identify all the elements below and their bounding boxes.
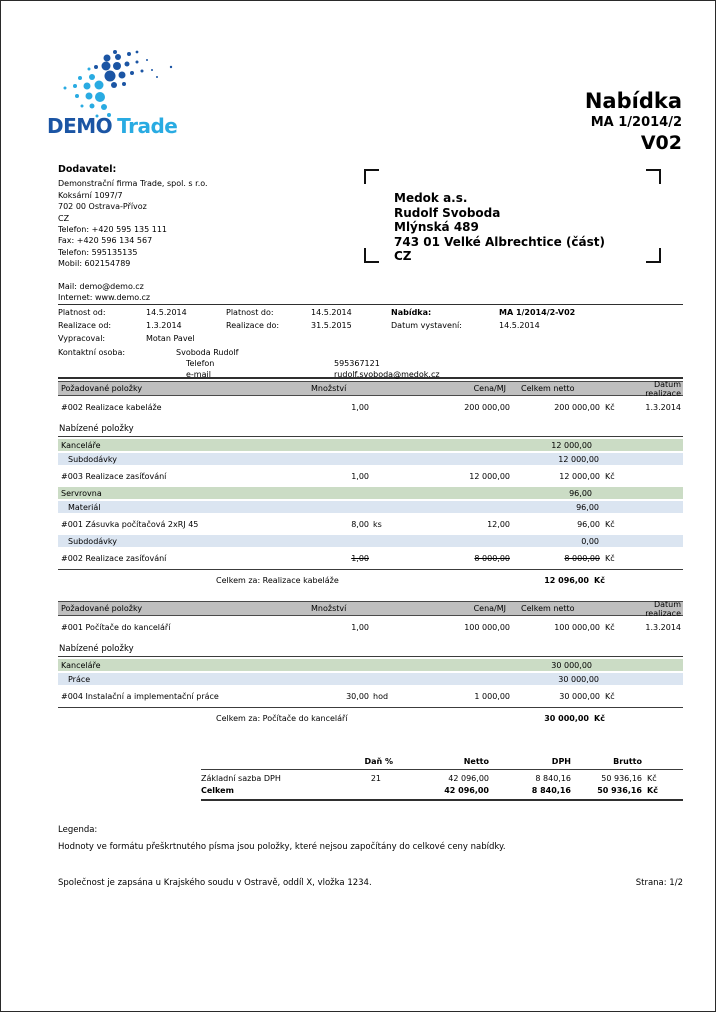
items-table-2 [58, 601, 683, 725]
footer-registration-text: Společnost je zapsána u Krajského soudu v Ostravě, oddíl X, vložka 1234. [58, 878, 372, 888]
col-header-quantity: Množství [311, 604, 347, 613]
group-row [58, 659, 683, 671]
summary-dph: 8 840,16 [535, 773, 571, 783]
summary-currency: Kč [647, 773, 657, 783]
logo-trade-text: Trade [117, 114, 178, 138]
validity-from-label: Platnost od: [58, 308, 106, 317]
customer-address-line: Mlýnská 489 [394, 220, 479, 235]
offered-items-section-label [58, 642, 683, 657]
document-type-title: Nabídka [584, 89, 682, 113]
col-header-netto: Netto [463, 756, 489, 766]
col-header-total-net: Celkem netto [521, 384, 575, 393]
page-footer [58, 878, 683, 888]
item-quantity: 1,00 [351, 402, 369, 412]
col-header-unit-price: Cena/MJ [473, 604, 506, 613]
supplier-line: Telefon: 595135135 [58, 247, 138, 257]
items-table-header [58, 381, 683, 396]
legend-heading: Legenda: [58, 825, 98, 835]
group-row [58, 439, 683, 451]
col-header-tax-percent: Daň % [364, 756, 393, 766]
summary-row-label: Celkem [201, 786, 234, 795]
group-name: Kanceláře [61, 440, 101, 450]
contact-email-label: e-mail [186, 370, 211, 379]
group-row [58, 487, 683, 499]
customer-address-line: CZ [394, 249, 412, 264]
summary-dph: 8 840,16 [531, 786, 571, 795]
group-netto: 0,00 [581, 536, 599, 546]
subtotal-label: Celkem za: Počítače do kanceláří [216, 714, 348, 723]
summary-row [201, 772, 683, 784]
col-header-realization-date: Datum realizace [645, 599, 681, 618]
item-unit: hod [373, 691, 389, 701]
validity-to-label: Platnost do: [226, 308, 274, 317]
item-row [58, 470, 683, 482]
contact-phone-label: Telefon [186, 359, 215, 368]
item-name: #001 Zásuvka počítačová 2xRJ 45 [61, 519, 199, 529]
group-name: Servrovna [61, 488, 102, 498]
issue-date-label: Datum vystavení: [391, 321, 462, 330]
item-unit-price: 100 000,00 [464, 622, 510, 632]
contact-person-value: Svoboda Rudolf [176, 348, 239, 357]
realization-to-label: Realizace do: [226, 321, 280, 330]
item-currency: Kč [605, 553, 615, 563]
realization-from-value: 1.3.2014 [146, 321, 182, 330]
subgroup-row [58, 453, 683, 465]
window-corner-top-right [646, 169, 661, 184]
item-total-net: 200 000,00 [554, 402, 600, 412]
item-quantity: 1,00 [351, 471, 369, 481]
item-currency: Kč [605, 519, 615, 529]
legend-block [58, 825, 683, 852]
summary-currency: Kč [647, 786, 658, 795]
subgroup-row [58, 501, 683, 513]
supplier-mail: Mail: demo@demo.cz [58, 281, 144, 291]
summary-tax-percent: 21 [370, 773, 381, 783]
customer-address-line: Medok a.s. [394, 191, 468, 205]
col-header-requested-items: Požadované položky [61, 384, 143, 393]
items-table-body [58, 621, 683, 725]
items-table-body [58, 401, 683, 587]
contact-phone-value: 595367121 [334, 359, 380, 368]
item-unit-price: 1 000,00 [474, 691, 510, 701]
item-row [58, 621, 683, 633]
summary-row-label: Základní sazba DPH [201, 773, 281, 783]
realization-from-label: Realizace od: [58, 321, 112, 330]
item-unit-price: 200 000,00 [464, 402, 510, 412]
realization-to-value: 31.5.2015 [311, 321, 352, 330]
item-quantity: 30,00 [346, 691, 369, 701]
supplier-line: Fax: +420 596 134 567 [58, 236, 153, 246]
logo-wordmark [47, 114, 177, 138]
group-netto: 12 000,00 [551, 440, 592, 450]
tax-summary-body [201, 770, 683, 801]
group-name: Subdodávky [68, 454, 117, 464]
subtotal-currency: Kč [594, 714, 605, 723]
item-unit-price: 8 000,00 [474, 553, 510, 563]
items-table-1 [58, 381, 683, 587]
group-netto: 96,00 [569, 488, 592, 498]
item-name: #002 Realizace zasíťování [61, 553, 167, 563]
item-currency: Kč [605, 622, 615, 632]
col-header-dph: DPH [551, 756, 571, 766]
item-total-net: 30 000,00 [559, 691, 600, 701]
section-label-text: Nabízené položky [59, 644, 134, 654]
supplier-lines [58, 178, 208, 269]
document-meta [58, 306, 683, 378]
col-header-total-net: Celkem netto [521, 604, 575, 613]
supplier-line: Demonstrační firma Trade, spol. s r.o. [58, 179, 208, 189]
group-netto: 30 000,00 [551, 660, 592, 670]
item-row [58, 518, 683, 530]
item-name: #002 Realizace kabeláže [61, 402, 162, 412]
supplier-block [58, 164, 208, 303]
divider-above-meta [58, 304, 683, 305]
document-version: V02 [640, 132, 682, 154]
supplier-line: CZ [58, 213, 70, 223]
supplier-line: Telefon: +420 595 135 111 [58, 225, 168, 235]
customer-address-line: Rudolf Svoboda [394, 205, 501, 220]
item-row [58, 401, 683, 413]
contact-email-value: rudolf.svoboda@medok.cz [334, 370, 440, 379]
offered-items-section-label [58, 422, 683, 437]
col-header-quantity: Množství [311, 384, 347, 393]
item-unit-price: 12,00 [487, 519, 510, 529]
group-name: Kanceláře [61, 660, 101, 670]
supplier-line: Koksární 1097/7 [58, 190, 123, 200]
item-total-net: 8 000,00 [564, 553, 600, 563]
col-header-unit-price: Cena/MJ [473, 384, 506, 393]
item-total-net: 96,00 [577, 519, 600, 529]
customer-address [394, 191, 605, 264]
item-quantity: 1,00 [351, 622, 369, 632]
group-netto: 12 000,00 [558, 454, 599, 464]
legend-text: Hodnoty ve formátu přeškrtnutého písma jsou položky, které nejsou započítány do celkové ceny nabídky. [58, 842, 506, 852]
item-realization-date: 1.3.2014 [645, 402, 681, 412]
item-quantity: 1,00 [351, 553, 369, 563]
address-window [364, 169, 661, 263]
group-name: Subdodávky [68, 536, 117, 546]
item-name: #001 Počítače do kanceláří [61, 622, 171, 632]
item-name: #004 Instalační a implementační práce [61, 691, 219, 701]
col-header-requested-items: Požadované položky [61, 604, 143, 613]
subtotal-row [58, 707, 683, 725]
validity-from-value: 14.5.2014 [146, 308, 187, 317]
group-netto: 30 000,00 [558, 674, 599, 684]
customer-address-line: 743 01 Velké Albrechtice (část) [394, 234, 606, 249]
col-header-brutto: Brutto [613, 756, 642, 766]
item-unit: ks [373, 519, 382, 529]
prepared-by-label: Vypracoval: [58, 334, 106, 343]
offer-value: MA 1/2014/2-V02 [499, 308, 576, 317]
subtotal-row [58, 569, 683, 587]
item-currency: Kč [605, 691, 615, 701]
window-corner-bottom-right [646, 248, 661, 263]
item-total-net: 12 000,00 [559, 471, 600, 481]
item-currency: Kč [605, 402, 615, 412]
subtotal-amount: 30 000,00 [544, 714, 589, 723]
logo-demo-text: DEMO [47, 114, 113, 138]
window-corner-bottom-left [364, 248, 379, 263]
document-number: MA 1/2014/2 [590, 115, 682, 130]
offer-label: Nabídka: [391, 308, 432, 317]
item-quantity: 8,00 [351, 519, 369, 529]
summary-brutto: 50 936,16 [601, 773, 642, 783]
summary-brutto: 50 936,16 [597, 786, 642, 795]
summary-netto: 42 096,00 [448, 773, 489, 783]
supplier-heading: Dodavatel: [58, 164, 117, 175]
subgroup-row [58, 535, 683, 547]
items-table-header [58, 601, 683, 616]
summary-row [201, 784, 683, 797]
logo-dots-icon [57, 47, 179, 119]
item-realization-date: 1.3.2014 [645, 622, 681, 632]
subtotal-amount: 12 096,00 [544, 576, 589, 585]
summary-netto: 42 096,00 [444, 786, 489, 795]
item-unit-price: 12 000,00 [469, 471, 510, 481]
title-block [585, 89, 682, 154]
group-name: Materiál [68, 502, 101, 512]
item-row [58, 552, 683, 564]
item-name: #003 Realizace zasíťování [61, 471, 167, 481]
section-label-text: Nabízené položky [59, 424, 134, 434]
item-row [58, 690, 683, 702]
supplier-line: 702 00 Ostrava-Přívoz [58, 202, 147, 212]
subgroup-row [58, 673, 683, 685]
supplier-internet: Internet: www.demo.cz [58, 293, 151, 303]
subtotal-currency: Kč [594, 576, 605, 585]
subtotal-label: Celkem za: Realizace kabeláže [216, 576, 339, 585]
group-name: Práce [68, 674, 91, 684]
col-header-realization-date: Datum realizace [645, 379, 681, 398]
window-corner-top-left [364, 169, 379, 184]
group-netto: 96,00 [576, 502, 599, 512]
supplier-line: Mobil: 602154789 [58, 259, 131, 269]
item-total-net: 100 000,00 [554, 622, 600, 632]
item-currency: Kč [605, 471, 615, 481]
issue-date-value: 14.5.2014 [499, 321, 540, 330]
prepared-by-value: Motan Pavel [146, 334, 195, 343]
footer-page-number: Strana: 1/2 [635, 878, 683, 888]
tax-summary-table [201, 754, 683, 801]
contact-person-label: Kontaktní osoba: [58, 348, 126, 357]
validity-to-value: 14.5.2014 [311, 308, 352, 317]
tax-summary-header [201, 754, 683, 770]
